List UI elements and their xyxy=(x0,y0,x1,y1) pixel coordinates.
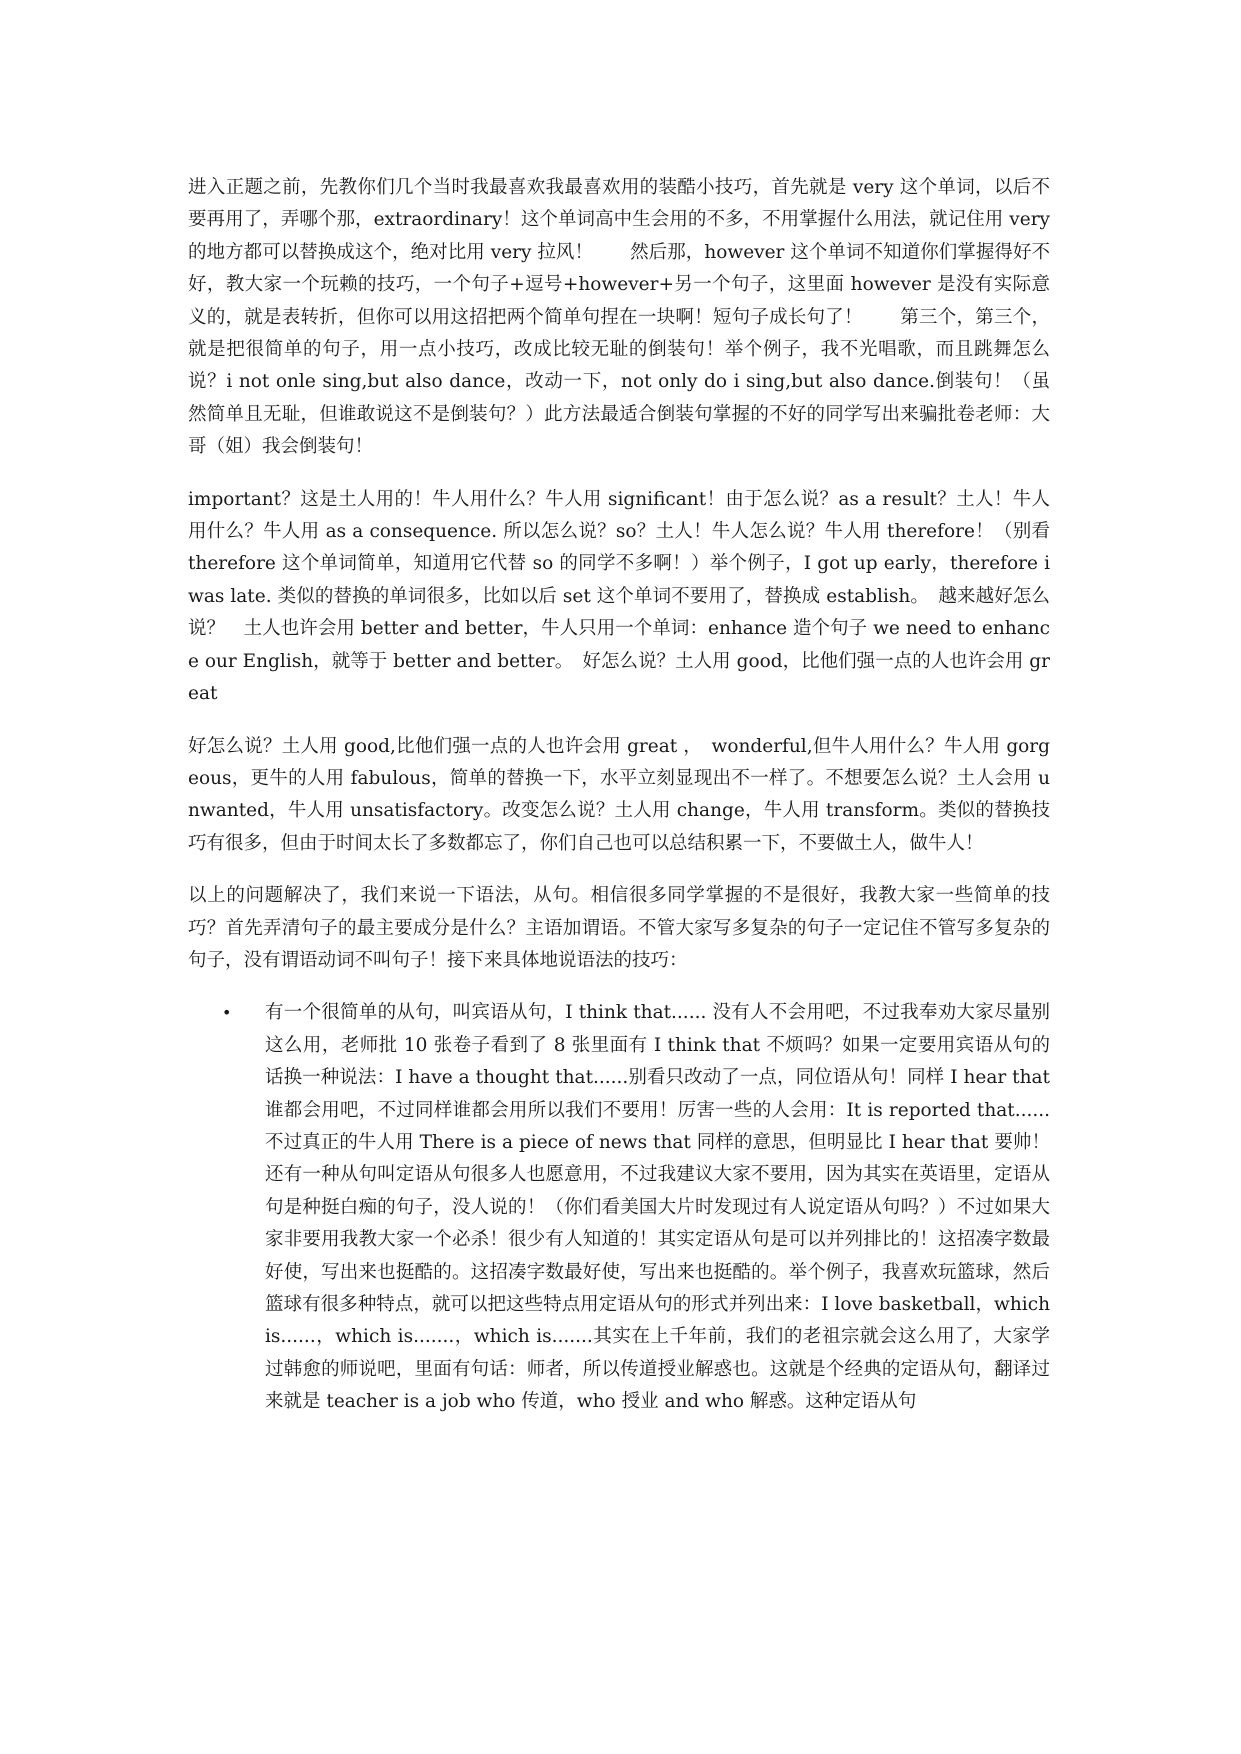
list-item-text: 有一个很简单的从句，叫宾语从句，I think that...... 没有人不会用吧，不过我奉劝大家尽量别这么用，老师批 10 张卷子看到了 8 张里面有 I think that 不烦吗？如果一定要用宾语从句的话换一种说法：I have a thought that......别看只改动了一点，同位语从句！同样 I hear that 谁都会用吧，不过同样谁都会用所以我们不要用！厉害一些的人会用：It is reported that...... 不过真正的牛人用 There is a piece of news that 同样的意思，但明显比 I hear that 要帅！ 还有一种从句叫定语从句很多人也愿意用，不过我建议大家不要用，因为其实在英语里，定语从句是种挺白痴的句子，没人说的！（你们看美国大片时发现过有人说定语从句吗？）不过如果大家非要用我教大家一个必杀！很少有人知道的！其实定语从句是可以并列排比的！这招凑字数最好使，写出来也挺酷的。这招凑字数最好使，写出来也挺酷的。举个例子，我喜欢玩篮球，然后篮球有很多种特点，就可以把这些特点用定语从句的形式并列出来：I love basketball，which is......，which is.......，which is.......其实在上千年前，我们的老祖宗就会这么用了，大家学过韩愈的师说吧，里面有句话：师者，所以传道授业解惑也。这就是个经典的定语从句，翻译过来就是 teacher is a job who 传道，who 授业 and who 解惑。这种定语从句 xyxy=(265,1002,1088,1413)
list-item xyxy=(188,997,1088,1418)
bullet-icon: • xyxy=(222,1003,232,1023)
paragraph-grammar-intro: 以上的问题解决了，我们来说一下语法，从句。相信很多同学掌握的不是很好，我教大家一些简单的技巧？首先弄清句子的最主要成分是什么？主语加谓语。不管大家写多复杂的句子一定记住不管写多复杂的句子，没有谓语动词不叫句子！接下来具体地说语法的技巧： xyxy=(188,885,1050,971)
paragraph-intro-tips: 进入正题之前，先教你们几个当时我最喜欢我最喜欢用的装酷小技巧，首先就是 very 这个单词，以后不要再用了，弄哪个那，extraordinary！这个单词高中生会用的不多，不用掌握什么用法，就记住用 very 的地方都可以替换成这个，绝对比用 very 拉风！ 然后那，however 这个单词不知道你们掌握得好不好，教大家一个玩赖的技巧，一个句子+逗号+however+另一个句子，这里面 however 是没有实际意义的，就是表转折，但你可以用这招把两个简单句捏在一块啊！短句子成长句了！ 第三个，第三个，就是把很简单的句子，用一点小技巧，改成比较无耻的倒装句！举个例子，我不光唱歌，而且跳舞怎么说？i not onle sing,but also dance，改动一下，not only do i sing,but also dance.倒装句！（虽然简单且无耻，但谁敢说这不是倒装句？）此方法最适合倒装句掌握的不好的同学写出来骗批卷老师：大哥（姐）我会倒装句！ xyxy=(188,177,1050,458)
bullet-list xyxy=(188,997,1088,1418)
paragraph-word-replacements: important？这是土人用的！牛人用什么？牛人用 significant！由于怎么说？as a result？土人！牛人用什么？牛人用 as a consequence. 所以怎么说？so？土人！牛人怎么说？牛人用 therefore！（别看 therefore 这个单词简单，知道用它代替 so 的同学不多啊！）举个例子，I got up early，therefore i was late. 类似的替换的单词很多，比如以后 set 这个单词不要用了，替换成 establish。 越来越好怎么说？ 土人也许会用 better and better，牛人只用一个单词：enhance 造个句子 we need to enhance our English，就等于 better and better。 好怎么说？土人用 good，比他们强一点的人也许会用 great xyxy=(188,488,1050,705)
paragraph-good-synonyms: 好怎么说？土人用 good,比他们强一点的人也许会用 great ， wonderful,但牛人用什么？牛人用 gorgeous，更牛的人用 fabulous，简单的替换一下，水平立刻显现出不一样了。不想要怎么说？土人会用 unwanted，牛人用 unsatisfactory。改变怎么说？土人用 change，牛人用 transform。类似的替换技巧有很多，但由于时间太长了多数都忘了，你们自己也可以总结积累一下，不要做土人，做牛人！ xyxy=(188,735,1050,854)
document-page xyxy=(188,172,1088,1419)
